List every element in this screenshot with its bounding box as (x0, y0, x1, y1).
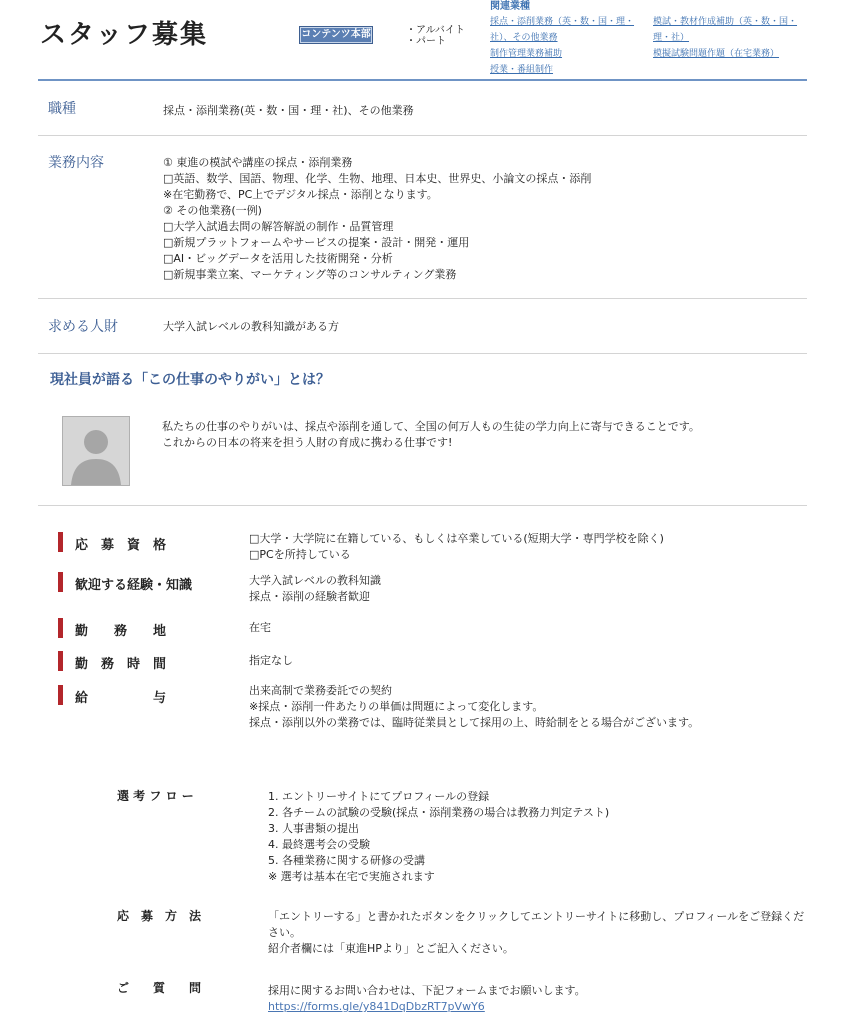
duty-line: □AI・ビッグデータを活用した技術開発・分析 (163, 252, 393, 265)
duty-line: ※在宅勤務で、PC上でデジタル採点・添削となります。 (163, 188, 438, 201)
related-links-col-2 (653, 14, 813, 62)
department-badge: コンテンツ本部 (299, 26, 373, 44)
talent-label: 求める人財 (48, 319, 118, 335)
voice-line: 私たちの仕事のやりがいは、採点や添削を通して、全国の何万人もの生徒の学力向上に寄与できることです。 (162, 420, 700, 433)
selection-flow-label: 選 考 フ ロ ー (117, 789, 194, 803)
qualification-line: □PCを所持している (249, 548, 351, 561)
avatar (62, 416, 130, 486)
salary-value (249, 683, 699, 731)
talent-value: 大学入試レベルの教科知識がある方 (163, 320, 339, 333)
red-marker (58, 651, 63, 671)
flow-step: 2. 各チームの試験の受験(採点・添削業務の場合は教務力判定テスト) (268, 806, 610, 819)
flow-step: ※ 選考は基本在宅で実施されます (268, 870, 435, 883)
employment-type-item: ・パート (406, 36, 446, 47)
selection-flow-steps (268, 789, 609, 885)
salary-line: 出来高制で業務委託での契約 (249, 684, 392, 697)
method-line: さい。 (268, 926, 301, 939)
related-links-col-1 (490, 14, 650, 78)
flow-step: 1. エントリーサイトにてプロフィールの登録 (268, 790, 490, 803)
related-link[interactable]: 模試・教材作成補助（英・数・国・ (653, 17, 798, 27)
duties-label: 業務内容 (48, 155, 104, 171)
related-link[interactable]: 授業・番組制作 (490, 65, 554, 75)
duties-text (163, 155, 591, 283)
method-line: 「エントリーする」と書かれたボタンをクリックしてエントリーサイトに移動し、プロフィールをご登録くだ (268, 910, 805, 923)
related-link[interactable]: 社）、その他業務 (490, 33, 558, 43)
voice-text (162, 419, 700, 451)
flow-step: 4. 最終選考会の受験 (268, 838, 370, 851)
question-label: ご 質 問 (117, 981, 202, 995)
hours-label: 勤 務 時 間 (75, 657, 167, 672)
duty-line: □新規プラットフォームやサービスの提案・設計・開発・運用 (163, 236, 470, 249)
qualification-value (249, 531, 664, 563)
question-text (268, 983, 586, 1015)
related-jobs-title: 関連業種 (490, 1, 530, 12)
hours-value: 指定なし (249, 654, 293, 667)
related-link[interactable]: 模擬試験問題作題（在宅業務） (653, 49, 780, 59)
salary-label: 給 与 (75, 691, 167, 706)
experience-value (249, 573, 381, 605)
experience-line: 採点・添削の経験者歓迎 (249, 590, 370, 603)
job-type-label: 職種 (48, 101, 76, 117)
method-line: 紹介者欄には「東進HPより」とご記入ください。 (268, 942, 514, 955)
voice-heading: 現社員が語る「この仕事のやりがい」とは？ (50, 372, 330, 388)
red-marker (58, 685, 63, 705)
header-divider (38, 79, 807, 81)
qualification-line: □大学・大学院に在籍している、もしくは卒業している(短期大学・専門学校を除く) (249, 532, 664, 545)
experience-label: 歓迎する経験・知識 (75, 578, 193, 593)
related-link[interactable]: 採点・添削業務（英・数・国・理・ (490, 17, 635, 27)
salary-line: ※採点・添削一件あたりの単価は問題によって変化します。 (249, 700, 544, 713)
duty-line: □英語、数学、国語、物理、化学、生物、地理、日本史、世界史、小論文の採点・添削 (163, 172, 592, 185)
flow-step: 3. 人事書類の提出 (268, 822, 359, 835)
red-marker (58, 532, 63, 552)
job-type-value: 採点・添削業務(英・数・国・理・社)、その他業務 (163, 104, 414, 117)
apply-method-text (268, 909, 804, 957)
inquiry-form-link[interactable]: https://forms.gle/y841DqDbzRT7pVwY6 (268, 1000, 485, 1013)
employment-type-item: ・アルバイト (406, 25, 465, 36)
salary-line: 採点・添削以外の業務では、臨時従業員として採用の上、時給制をとる場合がございます。 (249, 716, 700, 729)
duty-line: □新規事業立案、マーケティング等のコンサルティング業務 (163, 268, 457, 281)
experience-line: 大学入試レベルの教科知識 (249, 574, 381, 587)
duty-line: □大学入試過去問の解答解説の制作・品質管理 (163, 220, 394, 233)
duty-line: ① 東進の模試や講座の採点・添削業務 (163, 156, 353, 169)
apply-method-label: 応 募 方 法 (117, 909, 202, 923)
qualification-label: 応 募 資 格 (75, 538, 167, 553)
duty-line: ② その他業務(一例) (163, 204, 262, 217)
question-line: 採用に関するお問い合わせは、下記フォームまでお願いします。 (268, 984, 586, 997)
location-value: 在宅 (249, 621, 271, 634)
location-label: 勤 務 地 (75, 624, 167, 639)
employment-types (406, 25, 465, 47)
page-title: スタッフ募集 (40, 20, 209, 50)
person-placeholder-icon (63, 417, 129, 485)
voice-line: これからの日本の将来を担う人財の育成に携わる仕事です! (162, 436, 453, 449)
related-link[interactable]: 制作管理業務補助 (490, 49, 563, 59)
section-divider (38, 353, 807, 354)
section-divider (38, 135, 807, 136)
related-link[interactable]: 理・社） (653, 33, 690, 43)
section-divider (38, 298, 807, 299)
section-divider (38, 505, 807, 506)
flow-step: 5. 各種業務に関する研修の受講 (268, 854, 425, 867)
red-marker (58, 572, 63, 592)
red-marker (58, 618, 63, 638)
